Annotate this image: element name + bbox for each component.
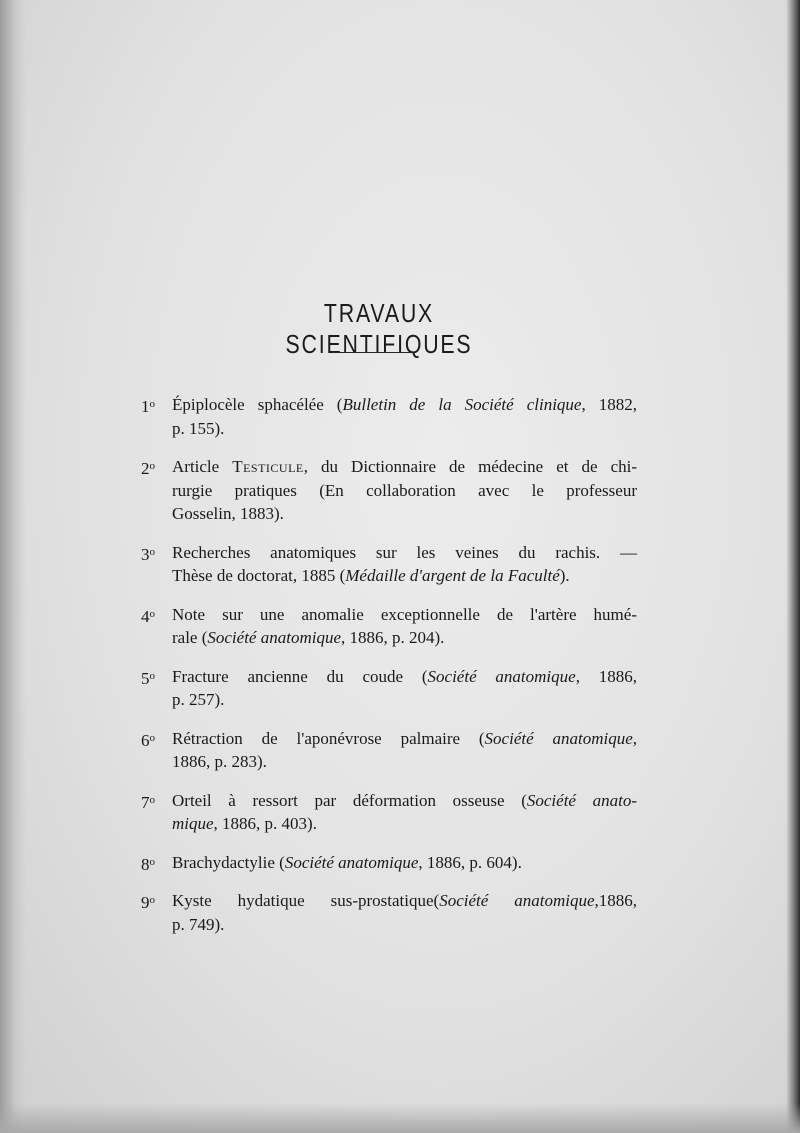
entry-text: Société anatomique [284,852,419,872]
list-item [141,665,637,712]
list-item [141,727,637,774]
entry-number: 6$^o$ [141,730,155,750]
entry-text: rurgie pratiques (En collaboration avec le professeur [172,480,637,500]
entry-text: , 1882, [581,395,638,414]
page-title: TRAVAUX SCIENTIFIQUES [285,298,473,359]
entry-text: Note sur une anomalie exceptionnelle de l'artère humé- [172,604,637,624]
entry-text-line [172,393,637,417]
entry-text-line [172,564,637,588]
list-item [141,541,637,588]
entry-text-line [172,750,637,774]
list-item [141,603,637,650]
entry-number: 3$^o$ [141,544,155,564]
entry-text-line [172,789,637,813]
entry-text: , du Dictionnaire de médecine et de chi- [303,457,637,476]
entry-number: 7$^o$ [141,792,155,812]
entry-text: Recherches anatomiques sur les veines du rachis. — [172,542,637,562]
entry-text: Société anato- [526,790,638,810]
entry-text: Fracture ancienne du coude ( [172,666,428,686]
entry-text: , 1886, p. 403). [213,814,317,833]
list-item [141,455,637,526]
entry-text: rale ( [172,628,208,647]
page-shadow-right [786,0,800,1133]
list-item [141,393,637,440]
entry-text: mique [172,814,214,833]
entry-text-line [172,851,637,875]
entry-text: 1886, p. 283). [172,752,267,771]
entry-text: Kyste hydatique sus-prostatique( [172,891,440,910]
entry-text-line [172,688,637,712]
entry-text-line [172,913,637,937]
entry-text: Testicule [232,457,304,476]
entry-text: Société anatomique [207,628,341,647]
entry-text-line [172,727,637,751]
entry-number: 2$^o$ [141,459,155,478]
entry-number: 5$^o$ [141,668,155,688]
entry-text: ). [559,566,570,585]
page-shadow-bottom [0,1103,800,1133]
entry-number: 1$^o$ [141,397,155,416]
page-shadow-left [0,0,26,1133]
entry-text-line [172,603,637,627]
entry-text: Thèse de doctorat, 1885 ( [172,566,346,585]
entry-text-line [172,665,637,689]
entry-text-line [172,417,637,441]
entry-text: Article [172,457,233,476]
entry-text: ,1886, [594,891,637,910]
entry-text-line [172,455,637,479]
entry-number: 8$^o$ [141,854,155,874]
entry-text: , 1886, p. 604). [418,852,522,872]
entry-text: , [632,728,637,748]
publication-list [141,393,637,951]
entry-text-line [172,889,637,913]
entry-text-line [172,502,637,526]
list-item [141,889,637,936]
entry-text: p. 257). [172,690,225,709]
entry-text: Société anatomique [439,891,595,910]
entry-text: p. 155). [172,418,225,438]
entry-text: Brachydactylie ( [172,852,285,872]
entry-text: p. 749). [172,914,225,934]
entry-text: Rétraction de l'aponévrose palmaire ( [172,728,485,748]
entry-text-line [172,812,637,836]
entry-text-line [172,479,637,503]
entry-text: Société anatomique [427,666,576,686]
entry-text: Bulletin de la Société clinique [342,395,582,414]
title-divider [332,352,416,353]
entry-text: Épiplocèle sphacélée ( [172,395,343,414]
entry-text: Société anatomique [484,728,633,748]
entry-text: , 1886, p. 204). [341,628,445,647]
entry-text: Médaille d'argent de la Faculté [345,566,560,585]
list-item [141,851,637,875]
list-item [141,789,637,836]
entry-text: Orteil à ressort par déformation osseuse ( [172,790,527,810]
entry-text: , 1886, [575,666,638,686]
entry-text: Gosselin, 1883). [172,504,284,523]
entry-text-line [172,541,637,565]
entry-text-line [172,626,637,650]
entry-number: 9$^o$ [141,893,155,912]
entry-number: 4$^o$ [141,606,155,626]
